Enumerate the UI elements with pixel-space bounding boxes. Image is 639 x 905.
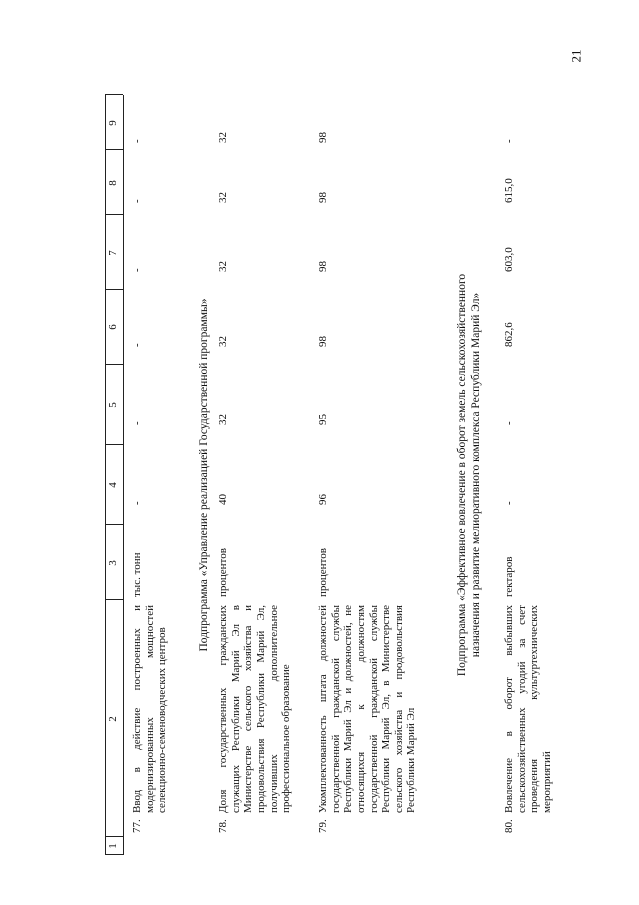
value-cell: - [131, 501, 143, 505]
column-number: 2 [107, 716, 119, 722]
value-cell: 98 [317, 261, 329, 272]
value-cell: - [131, 199, 143, 203]
col-divider [105, 444, 123, 445]
value-cell: 98 [317, 132, 329, 143]
row-number: 77. [131, 819, 143, 833]
value-cell: - [131, 268, 143, 272]
row-number: 80. [503, 819, 515, 833]
subprogram-heading-line: назначения и развитие мелиоративного комплекса Республики Марий Эл» [470, 292, 483, 658]
col-divider [105, 524, 123, 525]
value-cell: - [503, 421, 515, 425]
value-cell: - [131, 139, 143, 143]
value-cell: 615,0 [503, 178, 515, 203]
value-cell: 98 [317, 336, 329, 347]
value-cell: 98 [317, 192, 329, 203]
value-cell: 32 [217, 192, 229, 203]
column-number: 9 [107, 120, 119, 126]
column-number: 7 [107, 250, 119, 256]
unit-cell: тыс. тонн [131, 552, 143, 597]
header-bottom-border [123, 95, 124, 855]
value-cell: - [503, 501, 515, 505]
value-cell: 32 [217, 414, 229, 425]
table-top-border [105, 95, 106, 855]
value-cell: - [503, 139, 515, 143]
col-divider [105, 214, 123, 215]
value-cell: 603,0 [503, 247, 515, 272]
row-number: 78. [217, 819, 229, 833]
column-number: 4 [107, 482, 119, 488]
value-cell: 95 [317, 414, 329, 425]
subprogram-heading: Подпрограмма «Управление реализацией Государственной программы» [198, 298, 210, 652]
col-divider [105, 149, 123, 150]
column-number: 1 [107, 843, 119, 849]
value-cell: 32 [217, 261, 229, 272]
col-divider [105, 289, 123, 290]
value-cell: 40 [217, 494, 229, 505]
unit-cell: процентов [317, 548, 329, 597]
subprogram-heading [455, 175, 484, 775]
col-divider [105, 599, 123, 600]
unit-cell: гектаров [503, 556, 515, 597]
indicator-description: Доля государственных гражданских служащих Республики Марий Эл в Министерстве сельского хозяйства и продовольствия Республики Марий Эл, получивших дополнительное профессиональное образование [217, 605, 293, 813]
value-cell: 32 [217, 132, 229, 143]
value-cell: - [131, 343, 143, 347]
col-divider [105, 94, 123, 95]
column-number: 8 [107, 180, 119, 186]
row-number: 79. [317, 819, 329, 833]
column-number: 3 [107, 560, 119, 566]
page-number: 21 [568, 49, 584, 63]
column-number: 5 [107, 402, 119, 408]
value-cell: 32 [217, 336, 229, 347]
col-divider [105, 364, 123, 365]
value-cell: - [131, 421, 143, 425]
value-cell: 862,6 [503, 322, 515, 347]
unit-cell: процентов [217, 548, 229, 597]
column-number: 6 [107, 324, 119, 330]
rotated-table [105, 55, 625, 855]
value-cell: 96 [317, 494, 329, 505]
indicator-description: Вовлечение в оборот выбывших сельскохозяйственных угодий за счет проведения культуртехнических мероприятий [503, 605, 553, 813]
indicator-description: Ввод в действие построенных и модернизированных мощностей селекционно-семеноводческих центров [131, 605, 169, 813]
indicator-description: Укомплектованность штата должностей государственной гражданской службы Республики Марий Эл и должностей, не относящихся к должностям государственной гражданской службы Республики Марий Эл, в Министерстве сельского хозяйства и продовольствия Республики Марий Эл [317, 605, 418, 813]
subprogram-heading-line: Подпрограмма «Эффективное вовлечение в оборот земель сельскохозяйственного [456, 273, 468, 677]
